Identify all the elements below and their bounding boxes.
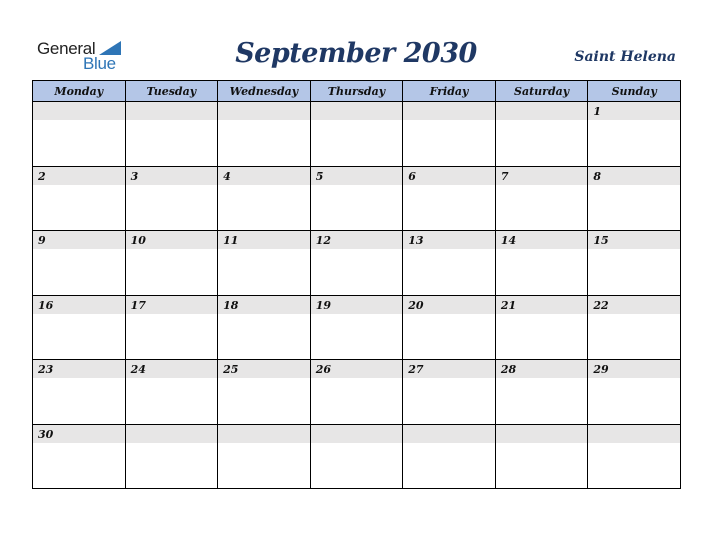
day-cell[interactable] [33, 424, 126, 489]
day-cell[interactable] [495, 231, 588, 296]
week-row [33, 360, 681, 425]
day-cell[interactable] [125, 360, 218, 425]
day-cell[interactable] [125, 166, 218, 231]
day-cell[interactable] [310, 102, 403, 167]
day-cell[interactable] [125, 295, 218, 360]
day-number: 27 [403, 360, 495, 378]
day-cell[interactable] [588, 295, 681, 360]
day-cell[interactable] [33, 102, 126, 167]
day-number [311, 425, 403, 443]
day-cell[interactable] [403, 295, 496, 360]
day-number [218, 102, 310, 120]
day-cell[interactable] [218, 295, 311, 360]
day-number [496, 425, 588, 443]
day-cell[interactable] [588, 166, 681, 231]
day-cell[interactable] [310, 424, 403, 489]
day-cell[interactable] [495, 295, 588, 360]
calendar-title: September 2030 [235, 38, 477, 69]
day-number: 2 [33, 167, 125, 185]
day-cell[interactable] [588, 102, 681, 167]
day-cell[interactable] [33, 166, 126, 231]
day-cell[interactable] [310, 295, 403, 360]
day-number [496, 102, 588, 120]
day-cell[interactable] [495, 166, 588, 231]
day-cell[interactable] [403, 166, 496, 231]
calendar-body [33, 102, 681, 489]
day-number: 23 [33, 360, 125, 378]
day-number: 16 [33, 296, 125, 314]
weekday-sunday: Sunday [588, 81, 681, 102]
day-cell[interactable] [495, 102, 588, 167]
weekday-thursday: Thursday [310, 81, 403, 102]
day-number: 24 [126, 360, 218, 378]
day-number: 18 [218, 296, 310, 314]
day-number: 3 [126, 167, 218, 185]
day-number: 25 [218, 360, 310, 378]
weekday-header-row [33, 81, 681, 102]
day-number [588, 425, 680, 443]
day-number [33, 102, 125, 120]
day-cell[interactable] [588, 360, 681, 425]
day-number: 13 [403, 231, 495, 249]
weekday-friday: Friday [403, 81, 496, 102]
week-row [33, 102, 681, 167]
day-number [403, 425, 495, 443]
day-cell[interactable] [33, 231, 126, 296]
day-number: 12 [311, 231, 403, 249]
day-number: 28 [496, 360, 588, 378]
day-number: 29 [588, 360, 680, 378]
day-number [126, 425, 218, 443]
day-number [126, 102, 218, 120]
day-number: 22 [588, 296, 680, 314]
day-number: 14 [496, 231, 588, 249]
day-cell[interactable] [218, 166, 311, 231]
day-cell[interactable] [218, 424, 311, 489]
day-number [311, 102, 403, 120]
day-cell[interactable] [495, 424, 588, 489]
day-number: 7 [496, 167, 588, 185]
day-number: 1 [588, 102, 680, 120]
day-number [403, 102, 495, 120]
week-row [33, 295, 681, 360]
week-row [33, 424, 681, 489]
day-number [218, 425, 310, 443]
day-number: 4 [218, 167, 310, 185]
logo-text-blue: Blue [83, 54, 116, 73]
day-cell[interactable] [125, 424, 218, 489]
day-number: 11 [218, 231, 310, 249]
day-cell[interactable] [310, 231, 403, 296]
day-number: 15 [588, 231, 680, 249]
day-cell[interactable] [33, 295, 126, 360]
day-cell[interactable] [403, 102, 496, 167]
weekday-wednesday: Wednesday [218, 81, 311, 102]
day-cell[interactable] [310, 360, 403, 425]
day-number: 10 [126, 231, 218, 249]
calendar-grid [32, 80, 681, 489]
day-number: 30 [33, 425, 125, 443]
day-cell[interactable] [125, 231, 218, 296]
day-number: 9 [33, 231, 125, 249]
country-label: Saint Helena [574, 49, 676, 65]
day-cell[interactable] [218, 102, 311, 167]
day-number: 5 [311, 167, 403, 185]
day-number: 21 [496, 296, 588, 314]
day-cell[interactable] [403, 424, 496, 489]
logo-text-general: General [37, 39, 96, 58]
day-cell[interactable] [125, 102, 218, 167]
day-number: 8 [588, 167, 680, 185]
day-number: 26 [311, 360, 403, 378]
day-cell[interactable] [403, 231, 496, 296]
day-cell[interactable] [588, 424, 681, 489]
weekday-monday: Monday [33, 81, 126, 102]
day-cell[interactable] [403, 360, 496, 425]
day-number: 19 [311, 296, 403, 314]
day-number: 17 [126, 296, 218, 314]
day-cell[interactable] [495, 360, 588, 425]
weekday-saturday: Saturday [495, 81, 588, 102]
day-cell[interactable] [218, 360, 311, 425]
day-number: 20 [403, 296, 495, 314]
day-cell[interactable] [218, 231, 311, 296]
day-cell[interactable] [588, 231, 681, 296]
day-cell[interactable] [33, 360, 126, 425]
day-cell[interactable] [310, 166, 403, 231]
weekday-tuesday: Tuesday [125, 81, 218, 102]
week-row [33, 231, 681, 296]
day-number: 6 [403, 167, 495, 185]
week-row [33, 166, 681, 231]
